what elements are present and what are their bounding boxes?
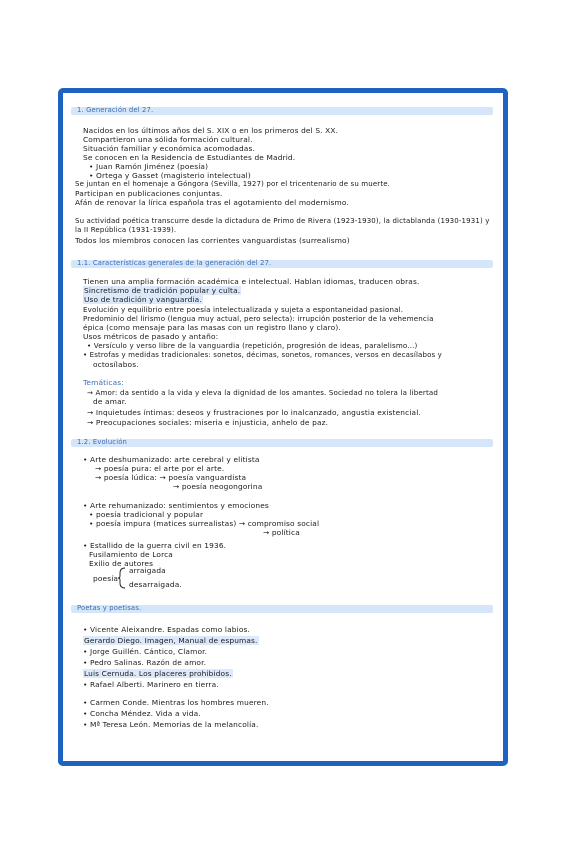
note-line: octosílabos.	[93, 360, 139, 369]
poet-item: • Carmen Conde. Mientras los hombres mueren.	[83, 698, 269, 707]
poet-item: • Pedro Salinas. Razón de amor.	[83, 658, 207, 667]
note-line: → poesía neogongorina	[173, 482, 263, 491]
note-line: arraigada	[129, 566, 166, 575]
note-line: • Arte rehumanizado: sentimientos y emociones	[83, 501, 269, 510]
temas-label: Temáticas:	[83, 378, 124, 387]
note-line: Exilio de autores	[89, 559, 154, 568]
note-line: • Ortega y Gasset (magisterio intelectual)	[89, 171, 251, 180]
poet-item: Gerardo Diego. Imagen, Manual de espumas.	[84, 636, 258, 645]
note-line: → política	[263, 528, 300, 537]
tema-line: → Inquietudes íntimas: deseos y frustraciones por lo inalcanzado, angustia existencial.	[87, 408, 421, 417]
note-line: Fusilamiento de Lorca	[89, 550, 173, 559]
tema-line: → Amor: da sentido a la vida y eleva la dignidad de los amantes. Sociedad no tolera la libertad	[87, 388, 439, 397]
note-line: Predominio del lirismo (lengua muy actual, pero selecta): irrupción posterior de la vehemencia	[83, 314, 434, 323]
tema-line: de amar.	[93, 397, 127, 406]
note-line: • Arte deshumanizado: arte cerebral y elitista	[83, 455, 260, 464]
note-line: Nacidos en los últimos años del S. XIX o en los primeros del S. XX.	[83, 126, 339, 135]
note-line: Afán de renovar la lírica española tras el agotamiento del modernismo.	[75, 198, 349, 207]
section-heading-caracteristicas: 1.1. Características generales de la generación del 27.	[77, 259, 272, 267]
section-heading-evolucion: 1.2. Evolución	[77, 438, 127, 446]
note-line: • Estrofas y medidas tradicionales: sonetos, décimas, sonetos, romances, versos en decasílabos y	[83, 351, 442, 359]
note-line: • Versículo y verso libre de la vanguardia (repetición, progresión de ideas, paralelismo...)	[87, 341, 418, 350]
note-line: • poesía impura (matices surrealistas) → compromiso social	[89, 519, 320, 528]
note-line: Tienen una amplia formación académica e intelectual. Hablan idiomas, traducen obras.	[83, 277, 420, 286]
note-line: • Estallido de la guerra civil en 1936.	[83, 541, 227, 550]
poet-item: • Jorge Guillén. Cántico, Clamor.	[83, 647, 208, 656]
note-line: → poesía lúdica: → poesía vanguardista	[95, 473, 247, 482]
notes-page	[58, 88, 508, 766]
poet-item: • Mª Teresa León. Memorias de la melancolía.	[83, 720, 259, 729]
note-line: Evolución y equilibrio entre poesía intelectualizada y sujeta a espontaneidad pasional.	[83, 305, 404, 314]
note-line: Sincretismo de tradición popular y culta.	[84, 286, 241, 295]
note-line: Se juntan en el homenaje a Góngora (Sevilla, 1927) por el tricentenario de su muerte.	[75, 180, 391, 188]
poet-item: • Rafael Alberti. Marinero en tierra.	[83, 680, 219, 689]
note-line: Se conocen en la Residencia de Estudiantes de Madrid.	[83, 153, 296, 162]
tema-line: → Preocupaciones sociales: miseria e injusticia, anhelo de paz.	[87, 418, 329, 427]
note-line: • poesía tradicional y popular	[89, 510, 204, 519]
poet-item: • Vicente Aleixandre. Espadas como labios.	[83, 625, 251, 634]
section-heading-generacion: 1. Generación del 27.	[77, 106, 154, 114]
note-line: desarraigada.	[129, 580, 182, 589]
note-line: Participan en publicaciones conjuntas.	[75, 189, 223, 198]
section-heading-poetas: Poetas y poetisas.	[77, 604, 142, 612]
note-line: Situación familiar y económica acomodadas.	[83, 144, 255, 153]
note-line: Uso de tradición y vanguardia.	[84, 295, 202, 304]
poet-item: Luis Cernuda. Los placeres prohibidos.	[84, 669, 232, 678]
note-line: Compartieron una sólida formación cultural.	[83, 135, 253, 144]
note-line: Su actividad poética transcurre desde la dictadura de Primo de Rivera (1923-1930), la dictablanda (1930-1931) y la II República (1931-1939).	[75, 217, 490, 234]
note-line: épica (como mensaje para las masas con un registro llano y claro).	[83, 323, 341, 332]
note-line: • Juan Ramón Jiménez (poesía)	[89, 162, 209, 171]
note-line: Usos métricos de pasado y antaño:	[83, 332, 219, 341]
note-line: → poesía pura: el arte por el arte.	[95, 464, 225, 473]
poet-item: • Concha Méndez. Vida a vida.	[83, 709, 201, 718]
note-line: poesía	[93, 574, 119, 583]
note-line: Todos los miembros conocen las corrientes vanguardistas (surrealismo)	[75, 236, 350, 245]
section-heading-highlight	[71, 439, 493, 447]
brace-icon	[117, 567, 127, 589]
